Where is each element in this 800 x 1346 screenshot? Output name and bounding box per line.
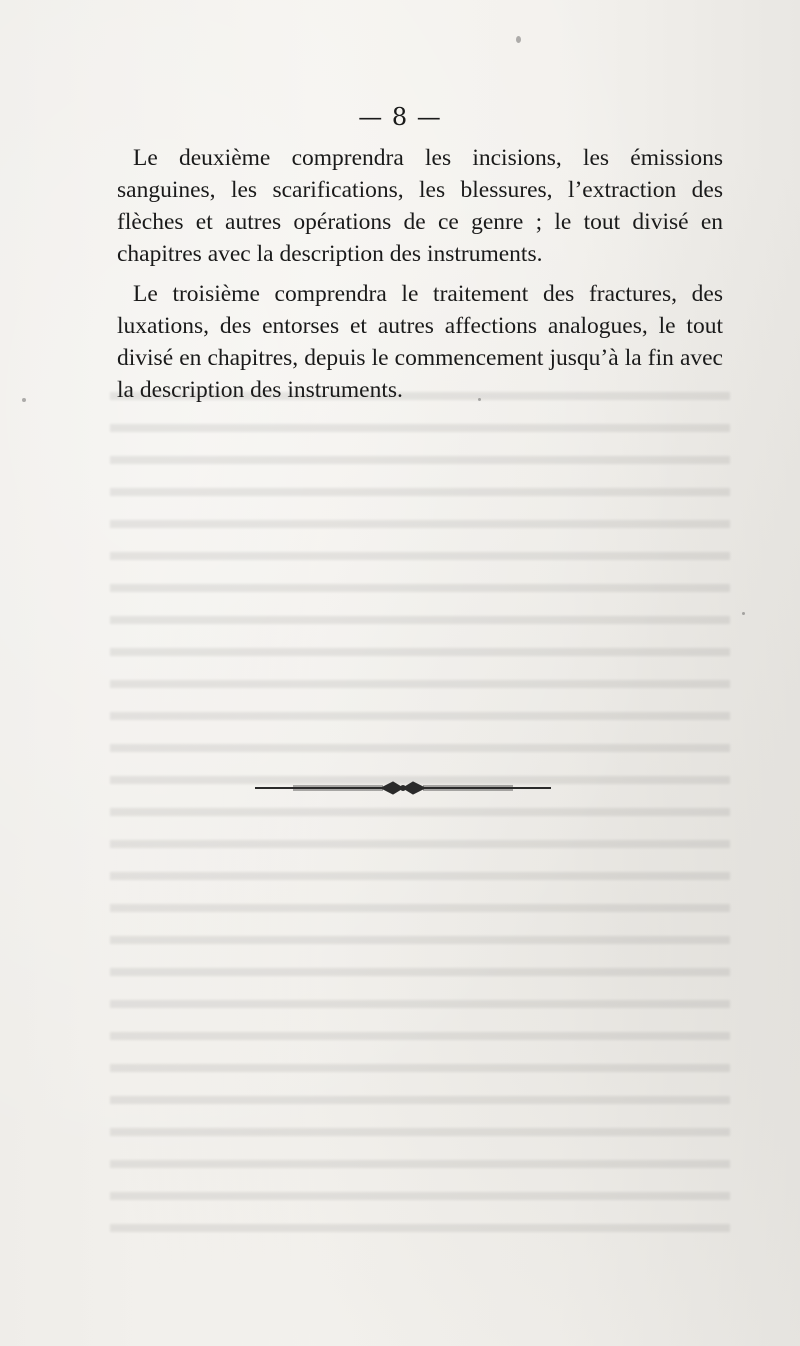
show-through-text — [110, 380, 730, 1250]
paper-speck — [742, 612, 745, 615]
paragraph-troisieme: Le troisième comprendra le traitement des fractures, des luxations, des entorses et autres affections analogues, le tout divisé en chapitres, depuis le commencement jusqu’à la fin avec la description des instruments. — [117, 281, 723, 403]
paper-speck — [516, 36, 521, 43]
page-number: — 8 — — [358, 103, 442, 131]
decorative-rule-icon — [253, 778, 553, 798]
paper-speck — [22, 398, 26, 402]
body-text — [117, 142, 723, 406]
paragraph-deuxieme: Le deuxième comprendra les incisions, les émissions sanguines, les scarifications, les blessures, l’extraction des flèches et autres opérations de ce genre ; le tout divisé en chapitres avec la description des instruments. — [117, 145, 723, 267]
paper-speck — [478, 398, 481, 401]
